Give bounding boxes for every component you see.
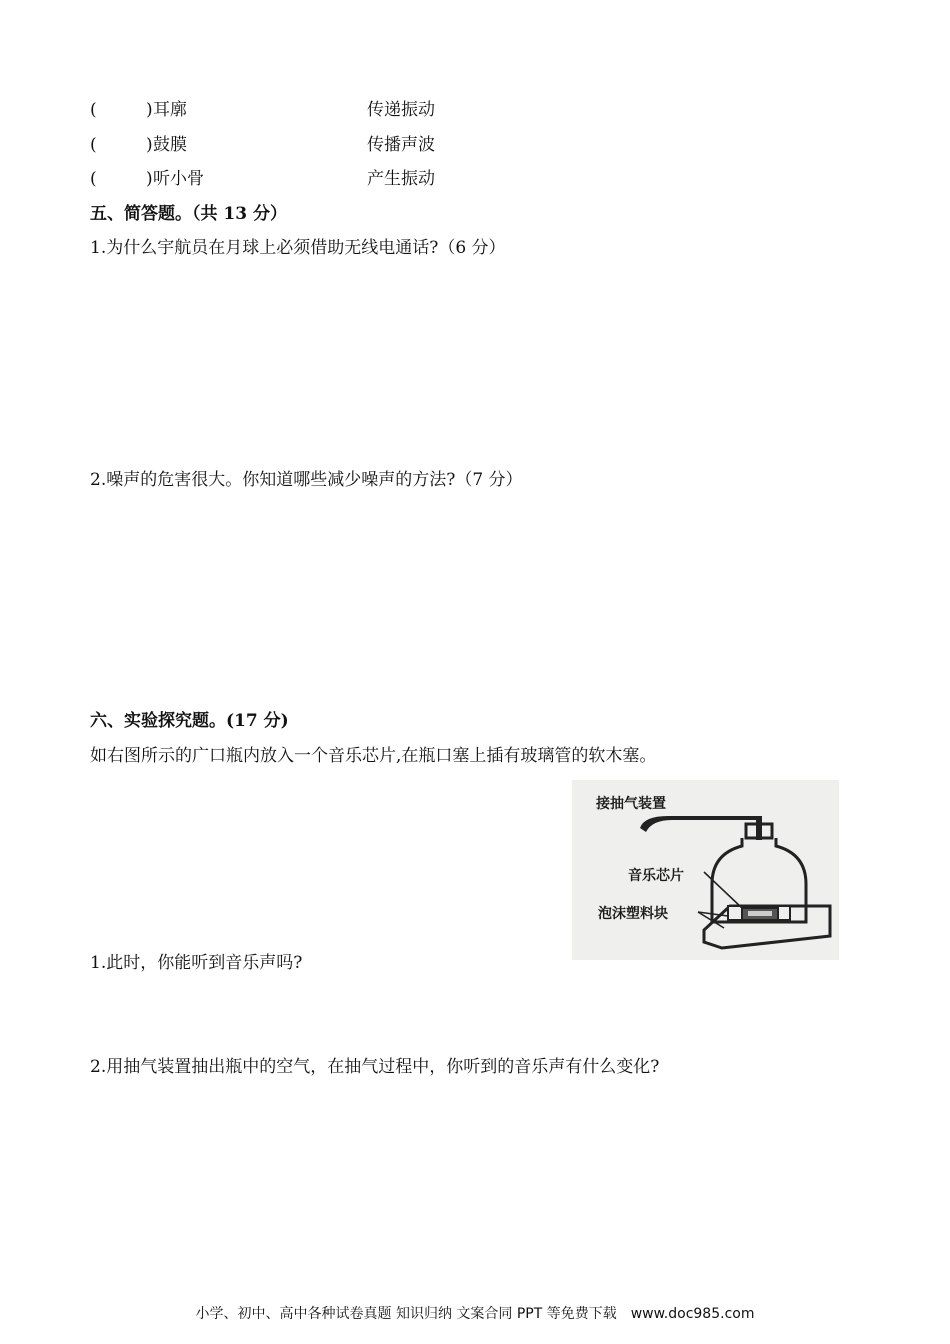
- answer-paren-close: ): [146, 169, 153, 189]
- answer-paren-close: ): [146, 100, 153, 120]
- section-6-intro: 如右图所示的广口瓶内放入一个音乐芯片,在瓶口塞上插有玻璃管的软木塞。: [90, 746, 657, 766]
- vacuum-bottle-figure: [572, 780, 839, 960]
- ear-function-label: 传递振动: [367, 100, 435, 120]
- question-6-1: 1.此时，你能听到音乐声吗?: [90, 953, 303, 973]
- question-5-2: 2.噪声的危害很大。你知道哪些减少噪声的方法?（7 分）: [90, 470, 523, 490]
- figure-label-foam: 泡沫塑料块: [598, 906, 668, 922]
- answer-paren-open: (: [90, 169, 97, 189]
- ear-part-label: 鼓膜: [153, 135, 187, 155]
- answer-paren-open: (: [90, 135, 97, 155]
- answer-paren-open: (: [90, 100, 97, 120]
- question-6-2: 2.用抽气装置抽出瓶中的空气，在抽气过程中，你听到的音乐声有什么变化?: [90, 1057, 660, 1077]
- ear-function-label: 传播声波: [367, 135, 435, 155]
- section-5-heading: 五、简答题。（共 13 分）: [90, 204, 287, 224]
- page-footer: 小学、初中、高中各种试卷真题 知识归纳 文案合同 PPT 等免费下载 www.doc985.com: [195, 1306, 755, 1322]
- section-6-heading: 六、实验探究题。(17 分): [90, 711, 289, 731]
- answer-paren-close: ): [146, 135, 153, 155]
- ear-part-label: 耳廓: [153, 100, 187, 120]
- ear-part-label: 听小骨: [153, 169, 204, 189]
- ear-function-label: 产生振动: [367, 169, 435, 189]
- question-5-1: 1.为什么宇航员在月球上必须借助无线电通话?（6 分）: [90, 238, 506, 258]
- figure-label-pump: 接抽气装置: [596, 796, 666, 812]
- figure-label-chip: 音乐芯片: [628, 868, 684, 884]
